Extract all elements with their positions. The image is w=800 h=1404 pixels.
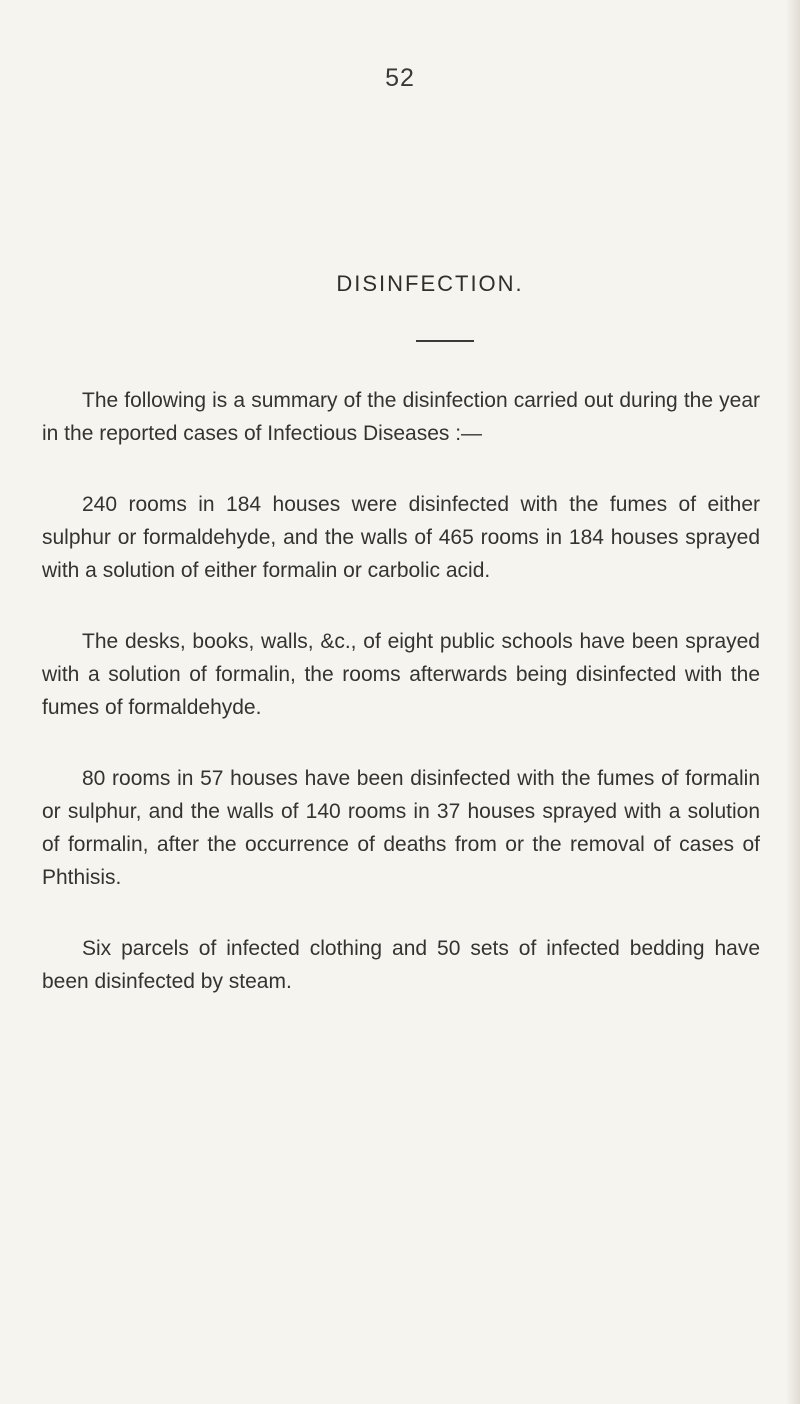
title-divider [416, 340, 474, 342]
section-title: DISINFECTION. [336, 271, 524, 296]
body-text [42, 384, 760, 1036]
paragraph-public-schools: The desks, books, walls, &c., of eight public schools have been sprayed with a solution of formalin, the rooms afterwards being disinfected with the fumes of formaldehyde. [42, 630, 760, 719]
paragraph-houses-disinfected: 240 rooms in 184 houses were disinfected with the fumes of either sulphur or formaldehyde, and the walls of 465 rooms in 184 houses sprayed with a solution of either formalin or carbolic acid. [42, 493, 760, 582]
page-edge-shadow [786, 0, 800, 1404]
paragraph-summary: The following is a summary of the disinfection carried out during the year in the reported cases of Infectious Diseases :— [42, 389, 760, 445]
paragraph-phthisis: 80 rooms in 57 houses have been disinfected with the fumes of formalin or sulphur, and the walls of 140 rooms in 37 houses sprayed with a solution of formalin, after the occurrence of deaths from or the removal of cases of Phthisis. [42, 767, 760, 889]
page-number: 52 [385, 64, 415, 92]
paragraph-steam-disinfection: Six parcels of infected clothing and 50 sets of infected bedding have been disinfected by steam. [42, 937, 760, 993]
